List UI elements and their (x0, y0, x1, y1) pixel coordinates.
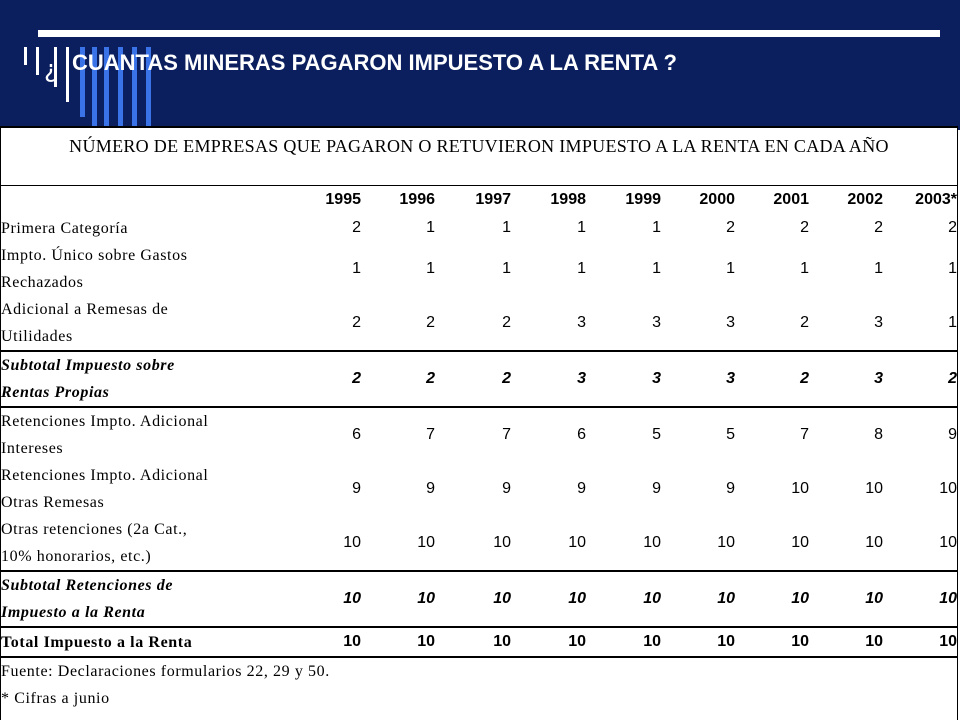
value-cell: 10 (268, 627, 361, 657)
table-header-row (1, 186, 957, 214)
row-label-line: Otras retenciones (2a Cat., (1, 521, 188, 538)
value-cell: 7 (735, 407, 809, 462)
value-cell: 2 (352, 219, 361, 236)
value-cell: 10 (865, 480, 883, 497)
value-cell: 10 (586, 571, 661, 627)
value-cell: 10 (883, 627, 957, 657)
value-cell: 2 (800, 219, 809, 236)
value-cell: 10 (791, 534, 809, 551)
value-cell: 3 (809, 351, 883, 407)
year-header: 2000 (699, 191, 735, 208)
row-label (1, 242, 268, 296)
value-cell: 3 (586, 351, 661, 407)
value-cell: 2 (426, 314, 435, 331)
value-cell: 10 (717, 534, 735, 551)
value-cell: 9 (883, 407, 957, 462)
table-row (1, 296, 957, 351)
value-cell: 10 (809, 571, 883, 627)
value-cell: 3 (726, 314, 735, 331)
slide-title: CUANTAS MINERAS PAGARON IMPUESTO A LA RENTA ? (72, 50, 677, 75)
table-row (1, 462, 957, 516)
row-label-line: Retenciones Impto. Adicional (1, 467, 209, 484)
row-label (1, 296, 268, 351)
value-cell: 1 (426, 260, 435, 277)
value-cell: 10 (661, 571, 735, 627)
value-cell: 2 (726, 219, 735, 236)
table-row (1, 242, 957, 296)
value-cell: 9 (577, 480, 586, 497)
decorative-bar (66, 47, 69, 102)
row-label-line: Retenciones Impto. Adicional (1, 413, 209, 430)
row-label (1, 571, 268, 627)
value-cell: 10 (568, 534, 586, 551)
value-cell: 2 (735, 351, 809, 407)
value-cell: 3 (511, 351, 586, 407)
value-cell: 1 (652, 260, 661, 277)
table-row (1, 627, 957, 657)
value-cell: 1 (352, 260, 361, 277)
footnote-text: Fuente: Declaraciones formularios 22, 29 y 50. (1, 663, 330, 680)
value-cell: 10 (643, 534, 661, 551)
value-cell: 2 (361, 351, 435, 407)
value-cell: 1 (652, 219, 661, 236)
value-cell: 10 (343, 534, 361, 551)
value-cell: 7 (435, 407, 511, 462)
row-label-line: Subtotal Retenciones de (1, 577, 174, 594)
table-row (1, 214, 957, 242)
year-header: 1998 (550, 191, 586, 208)
year-header: 2002 (847, 191, 883, 208)
value-cell: 10 (493, 534, 511, 551)
value-cell: 10 (883, 571, 957, 627)
value-cell: 1 (726, 260, 735, 277)
value-cell: 9 (652, 480, 661, 497)
value-cell: 6 (268, 407, 361, 462)
value-cell: 6 (511, 407, 586, 462)
value-cell: 2 (874, 219, 883, 236)
row-label-line: Impto. Único sobre Gastos (1, 247, 188, 264)
table-row (1, 351, 957, 407)
value-cell: 10 (435, 571, 511, 627)
value-cell: 2 (502, 314, 511, 331)
value-cell: 8 (809, 407, 883, 462)
value-cell: 5 (586, 407, 661, 462)
tax-table (1, 186, 957, 712)
row-label (1, 627, 268, 657)
value-cell: 1 (502, 219, 511, 236)
value-cell: 1 (577, 260, 586, 277)
value-cell: 2 (268, 351, 361, 407)
value-cell: 10 (417, 534, 435, 551)
row-label (1, 214, 268, 242)
value-cell: 2 (800, 314, 809, 331)
value-cell: 1 (948, 314, 957, 331)
row-label-line: 10% honorarios, etc.) (1, 548, 152, 565)
value-cell: 10 (791, 480, 809, 497)
year-header: 2001 (773, 191, 809, 208)
value-cell: 2 (352, 314, 361, 331)
decorative-bar (36, 47, 39, 75)
value-cell: 10 (268, 571, 361, 627)
value-cell: 1 (874, 260, 883, 277)
year-header: 1996 (399, 191, 435, 208)
value-cell: 10 (735, 571, 809, 627)
table-row (1, 516, 957, 571)
decorative-bar (24, 47, 27, 65)
value-cell: 1 (426, 219, 435, 236)
row-label-line: Subtotal Impuesto sobre (1, 357, 175, 374)
row-label (1, 407, 268, 462)
value-cell: 2 (948, 219, 957, 236)
value-cell: 7 (361, 407, 435, 462)
row-label-line: Impuesto a la Renta (1, 604, 146, 621)
value-cell: 10 (511, 571, 586, 627)
year-header: 2003* (915, 191, 957, 208)
value-cell: 10 (809, 627, 883, 657)
row-label-line: Rechazados (1, 274, 84, 291)
value-cell: 1 (800, 260, 809, 277)
row-label (1, 351, 268, 407)
row-label-line: Intereses (1, 440, 64, 457)
row-label-line: Rentas Propias (1, 384, 110, 401)
value-cell: 1 (502, 260, 511, 277)
bullet-icon: ¿ (44, 55, 57, 83)
row-label-line: Utilidades (1, 328, 73, 345)
value-cell: 10 (511, 627, 586, 657)
header-blank-cell (1, 186, 268, 214)
row-label-line: Adicional a Remesas de (1, 301, 169, 318)
table-row (1, 571, 957, 627)
value-cell: 3 (577, 314, 586, 331)
year-header: 1999 (625, 191, 661, 208)
row-label-line: Otras Remesas (1, 494, 105, 511)
year-header: 1997 (475, 191, 511, 208)
value-cell: 2 (883, 351, 957, 407)
value-cell: 10 (735, 627, 809, 657)
title-rule (38, 30, 940, 37)
value-cell: 10 (661, 627, 735, 657)
footnotes (1, 657, 957, 712)
footnote-text: * Cifras a junio (1, 690, 110, 707)
year-header: 1995 (325, 191, 361, 208)
tax-table-panel (0, 126, 958, 720)
value-cell: 9 (502, 480, 511, 497)
value-cell: 5 (661, 407, 735, 462)
row-label (1, 516, 268, 571)
value-cell: 10 (586, 627, 661, 657)
value-cell: 9 (426, 480, 435, 497)
value-cell: 10 (435, 627, 511, 657)
value-cell: 3 (661, 351, 735, 407)
value-cell: 10 (361, 571, 435, 627)
row-label-line: Primera Categoría (1, 219, 129, 237)
value-cell: 10 (939, 534, 957, 551)
value-cell: 9 (726, 480, 735, 497)
value-cell: 1 (948, 260, 957, 277)
table-row (1, 407, 957, 462)
value-cell: 10 (939, 480, 957, 497)
row-label-line: Total Impuesto a la Renta (1, 633, 193, 651)
value-cell: 2 (435, 351, 511, 407)
value-cell: 3 (874, 314, 883, 331)
value-cell: 9 (352, 480, 361, 497)
value-cell: 1 (577, 219, 586, 236)
value-cell: 10 (361, 627, 435, 657)
row-label (1, 462, 268, 516)
footnote-row (1, 657, 957, 712)
value-cell: 3 (652, 314, 661, 331)
table-heading: NÚMERO DE EMPRESAS QUE PAGARON O RETUVIERON IMPUESTO A LA RENTA EN CADA AÑO (1, 128, 957, 186)
value-cell: 10 (865, 534, 883, 551)
